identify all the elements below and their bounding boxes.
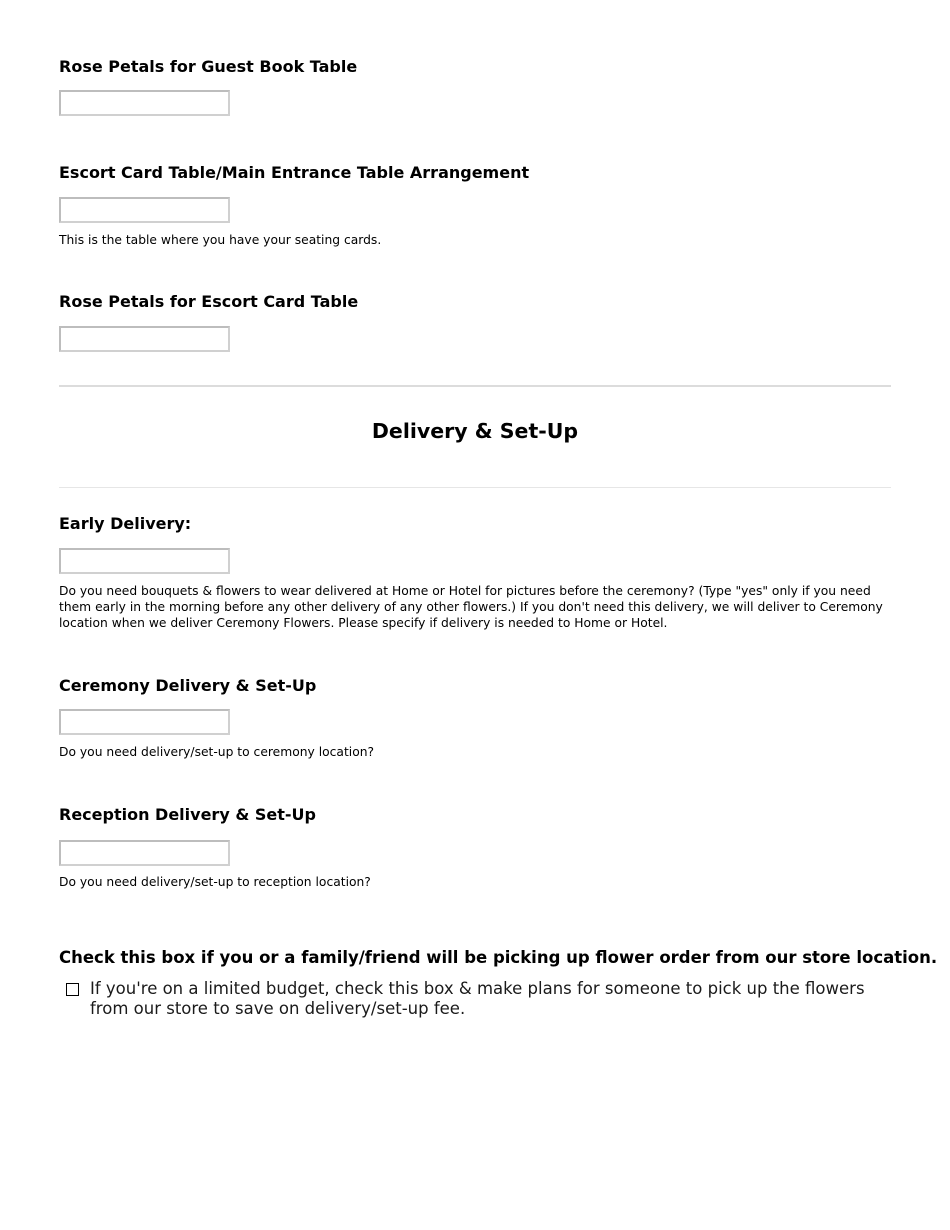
escort-card-table-label: Escort Card Table/Main Entrance Table Arrangement	[59, 163, 530, 182]
rose-petals-guest-book-label: Rose Petals for Guest Book Table	[59, 57, 358, 76]
pickup-checkbox[interactable]	[66, 983, 79, 996]
early-delivery-label: Early Delivery:	[59, 514, 192, 533]
reception-delivery-label: Reception Delivery & Set-Up	[59, 805, 316, 824]
early-delivery-help: Do you need bouquets & flowers to wear delivered at Home or Hotel for pictures before the ceremony? (Type "yes" only if you need them early in the morning before any other delivery of any other flowers.) If you don't need this delivery, we will deliver to Ceremony location when we deliver Ceremony Flowers. Please specify if delivery is needed to Home or Hotel.	[59, 584, 883, 630]
section-divider-bottom	[59, 487, 891, 488]
section-divider-top	[59, 385, 891, 387]
ceremony-delivery-input[interactable]	[59, 709, 230, 735]
rose-petals-escort-card-label: Rose Petals for Escort Card Table	[59, 292, 359, 311]
ceremony-delivery-label: Ceremony Delivery & Set-Up	[59, 676, 317, 695]
reception-delivery-help: Do you need delivery/set-up to reception location?	[59, 875, 371, 889]
escort-card-table-input[interactable]	[59, 197, 230, 223]
pickup-heading: Check this box if you or a family/friend will be picking up flower order from our store location.	[59, 948, 938, 967]
reception-delivery-input[interactable]	[59, 840, 230, 866]
ceremony-delivery-help: Do you need delivery/set-up to ceremony location?	[59, 745, 375, 759]
pickup-checkbox-label[interactable]: If you're on a limited budget, check this box & make plans for someone to pick up the flowers from our store to save on delivery/set-up fee.	[90, 979, 865, 1018]
escort-card-table-help: This is the table where you have your seating cards.	[59, 233, 382, 247]
rose-petals-escort-card-input[interactable]	[59, 326, 230, 352]
early-delivery-input[interactable]	[59, 548, 230, 574]
delivery-section-title: Delivery & Set-Up	[371, 419, 579, 443]
rose-petals-guest-book-input[interactable]	[59, 90, 230, 116]
